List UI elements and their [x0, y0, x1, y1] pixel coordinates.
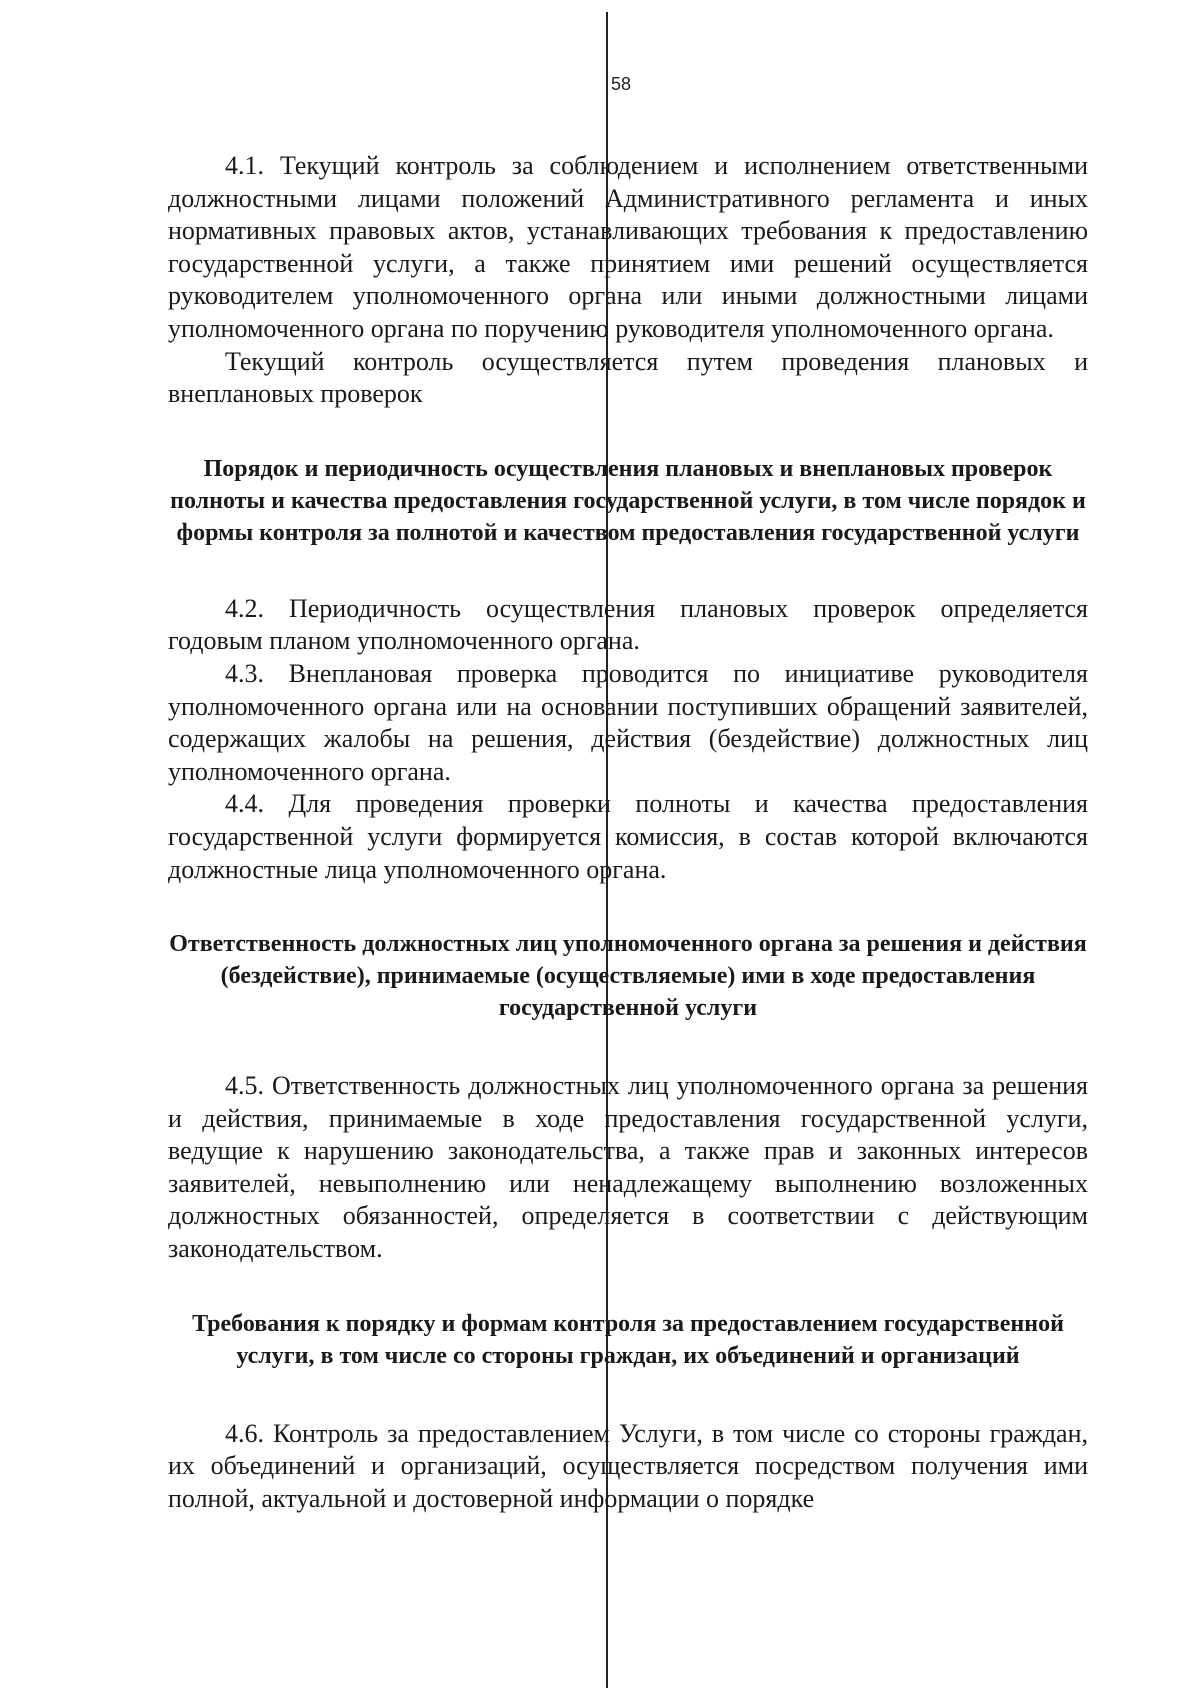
- paragraph-current-control: Текущий контроль осуществляется путем проведения плановых и внеплановых проверок: [168, 346, 1088, 409]
- document-body: [168, 150, 1088, 1515]
- paragraph-4-3: 4.3. Внеплановая проверка проводится по инициативе руководителя уполномоченного органа или на основании поступивших обращений заявителей, содержащих жалобы на решения, действия (бездействие) должностных лиц уполномоченного органа.: [168, 658, 1088, 786]
- section-heading-responsibility: Ответственность должностных лиц уполномоченного органа за решения и действия (бездействие), принимаемые (осуществляемые) ими в ходе предоставления государственной услуги: [169, 931, 1087, 1022]
- section-heading-inspections: Порядок и периодичность осуществления плановых и внеплановых проверок полноты и качества предоставления государственной услуги, в том числе порядок и формы контроля за полнотой и качеством предоставления государственной услуги: [170, 455, 1086, 546]
- paragraph-4-6: 4.6. Контроль за предоставлением Услуги, в том числе со стороны граждан, их объединений и организаций, осуществляется посредством получения ими полной, актуальной и достоверной информации о порядке: [168, 1418, 1088, 1513]
- section-heading-control-requirements: Требования к порядку и формам контроля за предоставлением государственной услуги, в том числе со стороны граждан, их объединений и организаций: [192, 1310, 1064, 1369]
- page-number: 58: [611, 74, 632, 94]
- paragraph-4-2: 4.2. Периодичность осуществления плановых проверок определяется годовым планом уполномоченного органа.: [168, 593, 1088, 656]
- paragraph-4-1: 4.1. Текущий контроль за соблюдением и исполнением ответственными должностными лицами положений Административного регламента и иных нормативных правовых актов, устанавливающих требования к предоставлению государственной услуги, а также принятием ими решений осуществляется руководителем уполномоченного органа или иными должностными лицами уполномоченного органа по поручению руководителя уполномоченного органа.: [168, 151, 1088, 343]
- paragraph-4-4: 4.4. Для проведения проверки полноты и качества предоставления государственной услуги формируется комиссия, в состав которой включаются должностные лица уполномоченного органа.: [168, 789, 1088, 884]
- paragraph-4-5: 4.5. Ответственность должностных лиц уполномоченного органа за решения и действия, принимаемые в ходе предоставления государственной услуги, ведущие к нарушению законодательства, а также прав и законных интересов заявителей, невыполнению или ненадлежащему выполнению возложенных должностных обязанностей, определяется в соответствии с действующим законодательством.: [168, 1071, 1088, 1264]
